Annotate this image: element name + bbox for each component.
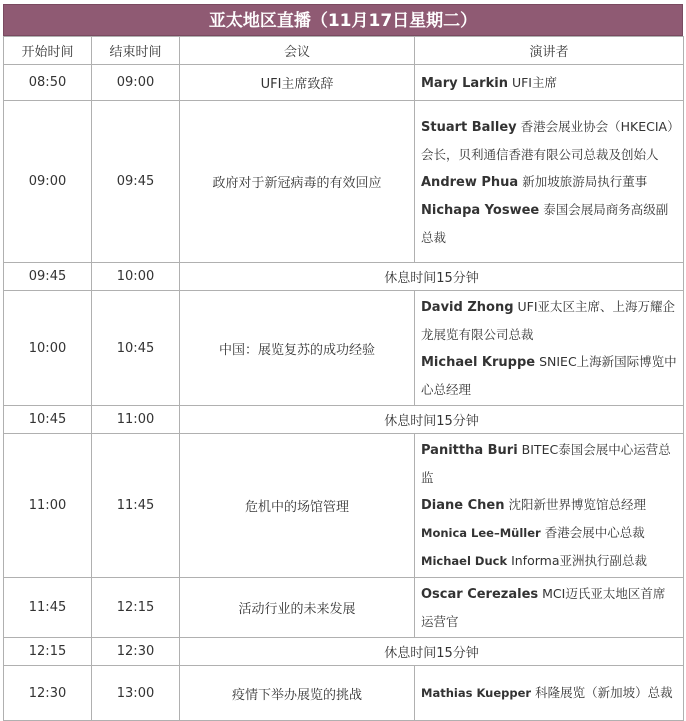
start-time: 10:00 <box>4 291 92 406</box>
table-row <box>4 65 684 101</box>
speaker-role: 科隆展览（新加坡）总裁 <box>535 685 673 700</box>
speaker-role: 香港会展中心总裁 <box>544 525 645 540</box>
session-title: 活动行业的未来发展 <box>180 578 415 638</box>
start-time: 10:45 <box>4 406 92 434</box>
speaker-role: 泰国会展局商务高级副总裁 <box>421 201 669 245</box>
table-row <box>4 291 684 406</box>
speaker <box>421 196 677 251</box>
header-speakers: 演讲者 <box>415 37 684 65</box>
end-time: 09:00 <box>92 65 180 101</box>
start-time: 12:15 <box>4 638 92 666</box>
speaker-role: UFI主席 <box>511 74 557 90</box>
speaker <box>421 679 677 707</box>
speaker-name: Nichapa Yoswee <box>421 202 540 218</box>
session-title: 政府对于新冠病毒的有效回应 <box>180 101 415 263</box>
header-start: 开始时间 <box>4 37 92 65</box>
start-time: 08:50 <box>4 65 92 101</box>
speaker-name: Monica Lee–Müller <box>421 526 541 540</box>
start-time: 12:30 <box>4 666 92 721</box>
speaker-role: 香港会展业协会（HKECIA）会长，贝利通信香港有限公司总裁及创始人 <box>421 118 674 162</box>
speakers-cell <box>415 65 684 101</box>
speaker-name: Oscar Cerezales <box>421 587 539 602</box>
speaker-name: Mary Larkin <box>421 75 508 91</box>
speaker-role: 新加坡旅游局执行董事 <box>522 173 648 189</box>
break-label: 休息时间15分钟 <box>180 638 684 666</box>
schedule <box>3 4 683 721</box>
end-time: 10:45 <box>92 291 180 406</box>
session-title: 危机中的场馆管理 <box>180 434 415 578</box>
break-label: 休息时间15分钟 <box>180 406 684 434</box>
end-time: 09:45 <box>92 101 180 263</box>
schedule-title: 亚太地区直播（11月17日星期二） <box>3 4 683 36</box>
session-title: UFI主席致辞 <box>180 65 415 101</box>
speakers-cell <box>415 101 684 263</box>
speaker-role: MCI迈氏亚太地区首席运营官 <box>421 586 666 629</box>
start-time: 09:00 <box>4 101 92 263</box>
start-time: 11:45 <box>4 578 92 638</box>
speaker <box>421 293 677 348</box>
start-time: 09:45 <box>4 263 92 291</box>
speaker <box>421 519 677 547</box>
speaker <box>421 348 677 403</box>
speaker <box>421 69 677 97</box>
speaker-name: Panittha Buri <box>421 443 518 458</box>
speaker-name: Stuart Balley <box>421 119 517 135</box>
speaker-name: Diane Chen <box>421 498 505 513</box>
break-label: 休息时间15分钟 <box>180 263 684 291</box>
speaker-role: Informa亚洲执行副总裁 <box>511 553 647 568</box>
table-row <box>4 101 684 263</box>
session-title: 中国：展览复苏的成功经验 <box>180 291 415 406</box>
speaker-role: 沈阳新世界博览馆总经理 <box>508 497 646 512</box>
schedule-body <box>4 65 684 721</box>
speaker <box>421 436 677 491</box>
speaker-role: SNIEC上海新国际博览中心总经理 <box>421 354 677 397</box>
end-time: 12:30 <box>92 638 180 666</box>
speaker <box>421 491 677 519</box>
header-session: 会议 <box>180 37 415 65</box>
end-time: 12:15 <box>92 578 180 638</box>
header-end: 结束时间 <box>92 37 180 65</box>
schedule-table <box>3 36 684 721</box>
speaker-name: Michael Kruppe <box>421 355 536 370</box>
header-row <box>4 37 684 65</box>
session-title: 疫情下举办展览的挑战 <box>180 666 415 721</box>
break-row <box>4 638 684 666</box>
speakers-cell <box>415 666 684 721</box>
speaker <box>421 168 677 196</box>
speaker-name: Michael Duck <box>421 554 508 568</box>
speaker-role: UFI亚太区主席、上海万耀企龙展览有限公司总裁 <box>421 299 676 342</box>
table-row <box>4 434 684 578</box>
speaker-name: David Zhong <box>421 300 514 315</box>
speaker <box>421 113 677 168</box>
speakers-cell <box>415 434 684 578</box>
speakers-cell <box>415 291 684 406</box>
speaker <box>421 547 677 575</box>
table-row <box>4 666 684 721</box>
end-time: 10:00 <box>92 263 180 291</box>
speaker-name: Andrew Phua <box>421 174 519 190</box>
speaker-name: Mathias Kuepper <box>421 686 532 700</box>
end-time: 11:00 <box>92 406 180 434</box>
break-row <box>4 406 684 434</box>
end-time: 13:00 <box>92 666 180 721</box>
start-time: 11:00 <box>4 434 92 578</box>
speaker <box>421 580 677 635</box>
speakers-cell <box>415 578 684 638</box>
table-row <box>4 578 684 638</box>
end-time: 11:45 <box>92 434 180 578</box>
break-row <box>4 263 684 291</box>
speaker-role: BITEC泰国会展中心运营总监 <box>421 442 671 485</box>
